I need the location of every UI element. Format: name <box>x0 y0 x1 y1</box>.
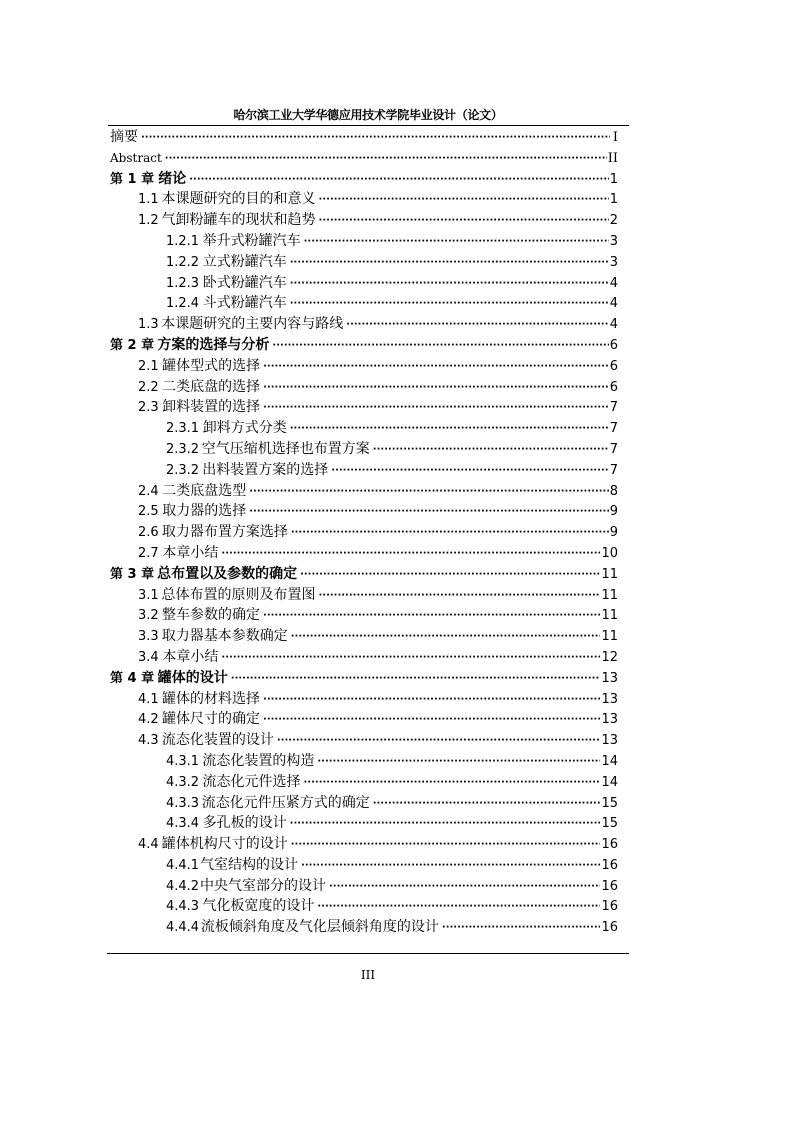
toc-entry-title: 流板倾斜角度及气化层倾斜角度的设计 <box>200 919 439 936</box>
toc-entry[interactable] <box>108 273 618 294</box>
toc-entry[interactable] <box>108 730 618 751</box>
toc-entry[interactable] <box>108 377 618 398</box>
toc-entry[interactable] <box>108 522 618 543</box>
dot-leader <box>263 378 609 399</box>
toc-entry-title: 流态化元件选择 <box>202 773 301 790</box>
toc-entry-title: 罐体型式的选择 <box>162 357 261 374</box>
toc-entry-page: 6 <box>609 337 618 353</box>
dot-leader <box>442 918 601 939</box>
dot-leader <box>291 627 601 648</box>
toc-entry-page: 7 <box>609 421 618 437</box>
dot-leader <box>272 336 608 357</box>
dot-leader <box>189 170 608 191</box>
table-of-contents <box>108 127 618 938</box>
dot-leader <box>301 856 600 877</box>
toc-entry-title: 卧式粉罐汽车 <box>202 274 287 291</box>
toc-entry-number: 4.3.4 <box>166 816 200 832</box>
dot-leader <box>373 794 601 815</box>
dot-leader <box>300 565 600 586</box>
toc-entry-title: 取力器布置方案选择 <box>161 524 288 541</box>
dot-leader <box>373 440 609 461</box>
toc-entry-page: I <box>612 130 618 145</box>
toc-entry-title: 举升式粉罐汽车 <box>202 232 301 249</box>
toc-entry-number: 4.3 <box>138 733 159 749</box>
toc-entry-number: 2.3.2 <box>166 462 200 478</box>
dot-leader <box>317 897 600 918</box>
toc-entry[interactable] <box>108 605 618 626</box>
dot-leader <box>290 419 609 440</box>
toc-entry[interactable] <box>108 772 618 793</box>
toc-entry-title: 气化板宽度的设计 <box>202 898 315 915</box>
toc-entry-number: 1.2 <box>138 213 159 229</box>
dot-leader <box>165 149 607 170</box>
toc-entry-number: 4.3.1 <box>166 753 200 769</box>
toc-entry-page: 13 <box>601 691 618 707</box>
toc-entry-title: 气卸粉罐车的现状和趋势 <box>161 212 316 229</box>
toc-entry[interactable] <box>108 335 618 356</box>
toc-entry-page: 6 <box>609 358 618 374</box>
toc-entry-page: 2 <box>609 213 618 229</box>
toc-entry-page: 6 <box>609 379 618 395</box>
dot-leader <box>346 315 608 336</box>
toc-entry-number: 1.2.4 <box>166 296 200 312</box>
toc-entry-title: 卸料方式分类 <box>202 420 287 437</box>
toc-entry-number: 4.4.3 <box>166 899 200 915</box>
toc-entry[interactable] <box>108 896 618 917</box>
toc-entry-title: 整车参数的确定 <box>162 607 261 624</box>
toc-entry-number: 4.4 <box>138 837 159 853</box>
toc-entry-title: 二类底盘的选择 <box>162 378 261 395</box>
toc-entry-title: 立式粉罐汽车 <box>202 253 287 270</box>
toc-entry-page: 9 <box>609 525 618 541</box>
toc-entry-page: 3 <box>609 254 618 270</box>
toc-entry-number: 3.1 <box>138 587 159 603</box>
toc-entry-page: 16 <box>601 899 618 915</box>
toc-entry-page: 16 <box>601 857 618 873</box>
toc-entry-title: 罐体尺寸的确定 <box>162 711 261 728</box>
toc-entry[interactable] <box>108 585 618 606</box>
toc-entry-page: 3 <box>609 233 618 249</box>
toc-entry-title: 多孔板的设计 <box>202 815 287 832</box>
toc-entry-number: 4.4.2 <box>166 878 200 894</box>
dot-leader <box>290 274 609 295</box>
toc-entry-number: 2.7 <box>138 545 159 561</box>
toc-entry[interactable] <box>108 834 618 855</box>
dot-leader <box>263 710 600 731</box>
toc-entry-number: 4.2 <box>138 712 159 728</box>
dot-leader <box>221 648 600 669</box>
page-header-title: 哈尔滨工业大学华德应用技术学院毕业设计（论文） <box>233 108 503 122</box>
toc-entry-title: 中央气室部分的设计 <box>199 877 326 894</box>
toc-entry-title: 本课题研究的目的和意义 <box>161 191 316 208</box>
toc-entry-page: 4 <box>609 317 618 333</box>
toc-entry-title: 总体布置的原则及布置图 <box>161 586 316 603</box>
toc-entry-number: 2.1 <box>138 358 159 374</box>
toc-entry-number: 1.2.3 <box>166 275 200 291</box>
toc-entry-page: 16 <box>601 920 618 936</box>
toc-entry-number: 1.2.1 <box>166 233 200 249</box>
toc-entry-title: 斗式粉罐汽车 <box>202 295 287 312</box>
toc-entry-page: 9 <box>609 504 618 520</box>
toc-entry[interactable] <box>108 793 618 814</box>
toc-entry-page: 13 <box>601 733 618 749</box>
toc-entry-title: 罐体的设计 <box>157 669 228 686</box>
dot-leader <box>249 502 608 523</box>
toc-entry-number: 1.3 <box>138 317 159 333</box>
toc-entry-title: 本章小结 <box>162 648 219 665</box>
toc-entry[interactable] <box>108 148 618 169</box>
toc-entry-page: 4 <box>609 296 618 312</box>
dot-leader <box>319 190 609 211</box>
toc-entry-page: 7 <box>609 462 618 478</box>
dot-leader <box>290 253 609 274</box>
toc-entry-number: 4.4.4 <box>166 920 200 936</box>
toc-entry-title: 罐体机构尺寸的设计 <box>161 836 288 853</box>
toc-entry-page: 15 <box>601 816 618 832</box>
toc-entry[interactable] <box>108 626 618 647</box>
dot-leader <box>141 128 610 149</box>
toc-entry-title: 方案的选择与分析 <box>157 336 270 353</box>
dot-leader <box>331 461 608 482</box>
dot-leader <box>317 752 600 773</box>
toc-entry-title: 摘要 <box>110 129 138 145</box>
toc-entry-page: 7 <box>609 441 618 457</box>
toc-entry-title: 取力器基本参数确定 <box>161 628 288 645</box>
toc-entry-title: 流态化装置的设计 <box>161 732 274 749</box>
toc-entry[interactable] <box>108 813 618 834</box>
dot-leader <box>290 294 609 315</box>
footer-divider <box>107 953 629 954</box>
dot-leader <box>249 482 608 503</box>
toc-entry-number: 4.3.2 <box>166 774 200 790</box>
toc-entry[interactable] <box>108 293 618 314</box>
toc-entry-page: 1 <box>609 192 618 208</box>
header-divider <box>108 125 629 126</box>
dot-leader <box>290 814 601 835</box>
toc-entry-number: 4.4.1 <box>166 857 200 873</box>
dot-leader <box>263 690 600 711</box>
toc-entry-title: 流态化装置的构造 <box>202 752 315 769</box>
toc-entry-number: 2.3.1 <box>166 421 200 437</box>
toc-entry-number: 2.3.2 <box>166 441 200 457</box>
dot-leader <box>318 586 600 607</box>
toc-entry-number: 4.1 <box>138 691 159 707</box>
toc-entry-number: 4.3.3 <box>166 795 200 811</box>
toc-entry-number: 2.4 <box>138 483 159 499</box>
toc-entry-page: 16 <box>601 837 618 853</box>
toc-entry[interactable] <box>108 439 618 460</box>
toc-entry[interactable] <box>108 397 618 418</box>
toc-entry-title: 流态化元件压紧方式的确定 <box>201 794 370 811</box>
toc-entry-number: 1.1 <box>138 192 159 208</box>
toc-entry[interactable] <box>108 689 618 710</box>
toc-entry-title: 总布置以及参数的确定 <box>157 565 298 582</box>
toc-entry-page: 14 <box>601 753 618 769</box>
dot-leader <box>277 731 601 752</box>
toc-entry-title: 本课题研究的主要内容与路线 <box>161 316 344 333</box>
toc-entry[interactable] <box>108 314 618 335</box>
toc-entry-page: 11 <box>601 608 618 624</box>
toc-entry-number: 第 2 章 <box>110 337 155 353</box>
dot-leader <box>291 523 609 544</box>
toc-entry-number: 1.2.2 <box>166 254 200 270</box>
toc-entry[interactable] <box>108 855 618 876</box>
toc-entry-number: 第 4 章 <box>110 670 155 686</box>
toc-entry[interactable] <box>108 189 618 210</box>
toc-entry-title: 空气压缩机选择也布置方案 <box>201 440 370 457</box>
toc-entry-number: 2.3 <box>138 400 159 416</box>
toc-entry-title: 取力器的选择 <box>162 503 247 520</box>
toc-entry-number: 3.4 <box>138 649 159 665</box>
toc-entry-number: 3.2 <box>138 608 159 624</box>
dot-leader <box>263 606 600 627</box>
toc-entry[interactable] <box>108 356 618 377</box>
toc-entry-number: 2.6 <box>138 525 159 541</box>
toc-entry-page: 1 <box>609 171 618 187</box>
dot-leader <box>329 877 600 898</box>
toc-entry[interactable] <box>108 501 618 522</box>
toc-entry-page: 8 <box>609 483 618 499</box>
toc-entry-page: 4 <box>609 275 618 291</box>
toc-entry-title: 罐体的材料选择 <box>162 690 261 707</box>
toc-entry[interactable] <box>108 169 618 190</box>
dot-leader <box>263 398 609 419</box>
dot-leader <box>304 773 601 794</box>
toc-entry[interactable] <box>108 668 618 689</box>
toc-entry[interactable] <box>108 647 618 668</box>
toc-entry-page: 10 <box>601 545 618 561</box>
toc-entry-number: 第 3 章 <box>110 566 155 582</box>
dot-leader <box>263 357 609 378</box>
toc-entry-number: 第 1 章 <box>110 171 155 187</box>
toc-entry-title: 二类底盘选型 <box>162 482 247 499</box>
toc-entry-title: 绪论 <box>158 170 187 187</box>
dot-leader <box>319 211 609 232</box>
toc-entry-page: 15 <box>601 795 618 811</box>
dot-leader <box>231 669 601 690</box>
toc-entry[interactable] <box>108 460 618 481</box>
toc-entry-page: 11 <box>601 587 618 603</box>
toc-entry[interactable] <box>108 127 618 148</box>
footer-page-number: III <box>360 968 376 982</box>
toc-entry-title: 本章小结 <box>162 544 219 561</box>
toc-entry-page: 11 <box>601 566 618 582</box>
toc-entry-title: Abstract <box>110 150 162 165</box>
toc-entry-page: 13 <box>601 670 618 686</box>
toc-entry[interactable] <box>108 917 618 938</box>
toc-entry-title: 气室结构的设计 <box>200 856 299 873</box>
toc-entry-page: II <box>607 150 618 166</box>
toc-entry-page: 13 <box>601 712 618 728</box>
dot-leader <box>221 544 600 565</box>
toc-entry-title: 出料装置方案的选择 <box>202 461 329 478</box>
toc-entry[interactable] <box>108 231 618 252</box>
toc-entry-page: 12 <box>601 649 618 665</box>
dot-leader <box>304 232 609 253</box>
toc-entry[interactable] <box>108 709 618 730</box>
toc-entry-page: 11 <box>601 629 618 645</box>
toc-entry[interactable] <box>108 481 618 502</box>
toc-entry[interactable] <box>108 418 618 439</box>
dot-leader <box>291 835 601 856</box>
toc-entry-page: 16 <box>601 878 618 894</box>
toc-entry[interactable] <box>108 876 618 897</box>
toc-entry-number: 2.2 <box>138 379 159 395</box>
toc-entry-title: 卸料装置的选择 <box>162 399 261 416</box>
toc-entry[interactable] <box>108 252 618 273</box>
toc-entry-number: 3.3 <box>138 629 159 645</box>
toc-entry-number: 2.5 <box>138 504 159 520</box>
toc-entry[interactable] <box>108 543 618 564</box>
toc-entry-page: 7 <box>609 400 618 416</box>
toc-entry[interactable] <box>108 210 618 231</box>
toc-entry-page: 14 <box>601 774 618 790</box>
toc-entry[interactable] <box>108 564 618 585</box>
toc-entry[interactable] <box>108 751 618 772</box>
